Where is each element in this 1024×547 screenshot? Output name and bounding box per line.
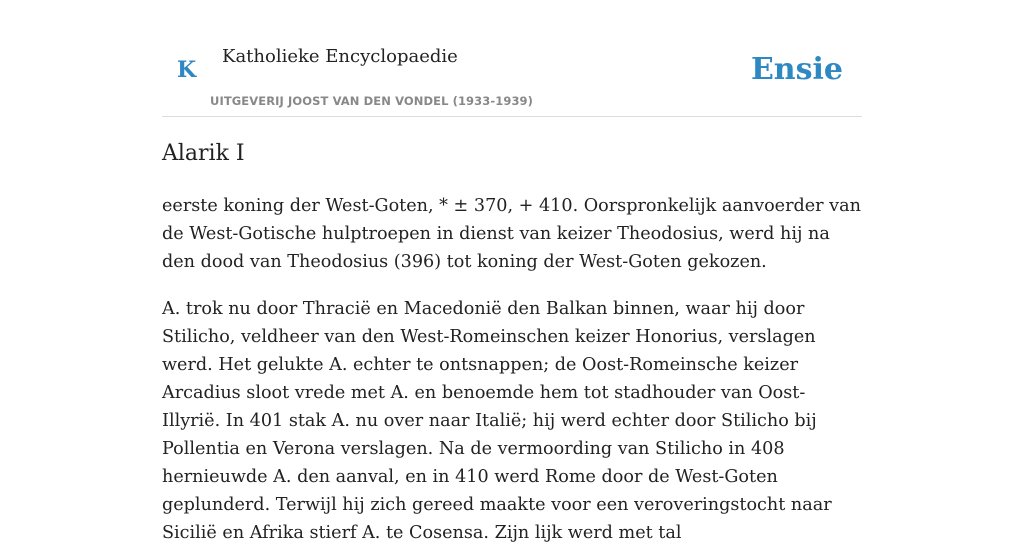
article-paragraph: eerste koning der West-Goten, * ± 370, + 410. Oorspronkelijk aanvoerder van de West-Gotische hulptroepen in dienst van keizer Theodosius, werd hij na den dood van Theodosius (396) tot koning der West-Goten gekozen. xyxy=(162,196,861,272)
article-paragraph: A. trok nu door Thracië en Macedonië den Balkan binnen, waar hij door Stilicho, veldheer van den West-Romeinschen keizer Honorius, verslagen werd. Het gelukte A. echter te ontsnappen; de Oost-Romeinsche keizer Arcadius sloot vrede met A. en benoemde hem tot stadhouder van Oost-Illyrië. In 401 stak A. nu over naar Italië; hij werd echter door Stilicho bij Pollentia en Verona verslagen. Na de vermoording van Stilicho in 408 hernieuwde A. den aanval, en in 410 werd Rome door de West-Goten geplunderd. Terwijl hij zich gereed maakte voor een veroveringstocht naar Sicilië en Afrika stierf A. te Cosensa. Zijn lijk werd met tal xyxy=(162,299,832,543)
publisher-subtitle: UITGEVERIJ JOOST VAN DEN VONDEL (1933-1939) xyxy=(210,94,533,108)
article xyxy=(162,138,862,547)
encyclopedia-logo[interactable]: K xyxy=(177,57,197,83)
site-header xyxy=(162,0,862,117)
ensie-brand-logo[interactable]: Ensie xyxy=(750,52,843,87)
article-title: Alarik I xyxy=(162,141,245,166)
publication-title[interactable]: Katholieke Encyclopaedie xyxy=(222,46,458,67)
